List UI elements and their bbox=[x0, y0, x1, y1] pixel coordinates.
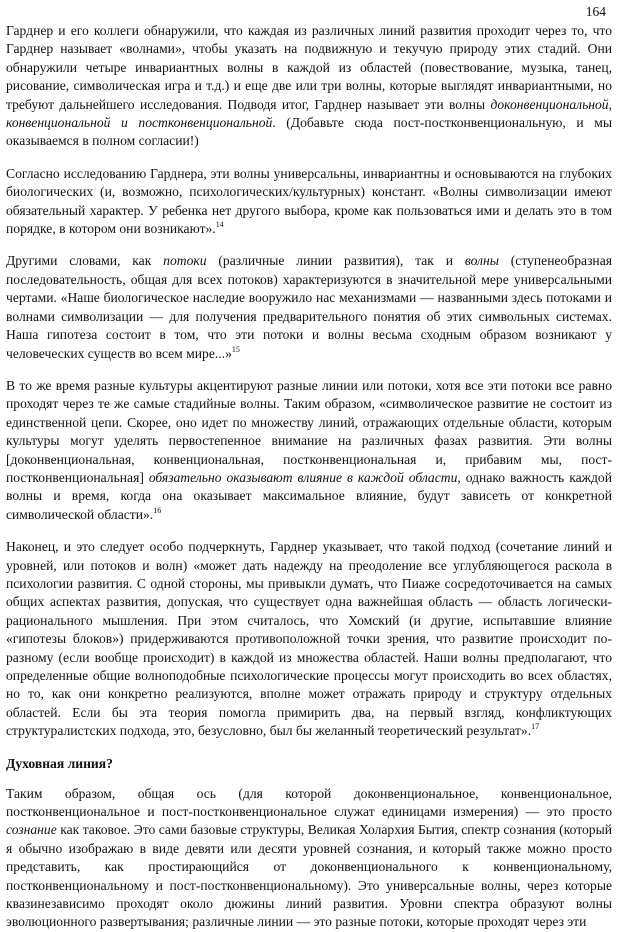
footnote-ref-16[interactable]: 16 bbox=[153, 505, 162, 515]
paragraph-3-italic-waves: волны bbox=[464, 253, 499, 269]
paragraph-3-text-a: Другими словами, как bbox=[6, 253, 164, 269]
paragraph-4-text-a: В то же время разные культуры акцентируют разные линии или потоки, хотя все эти потоки все равно проходят через те же самые стадийные волны. Таким образом, «символическое развитие не состоит из единственной цепи. Скорее, оно идет по множеству линий, отражающих отдельные области, которым культуры могут уделять первостепенное внимание на различных фазах развития. Эти волны [доконвенциональная, конвенциональная, постконвенциональная и, прибавим мы, пост-постконвенциональная] bbox=[6, 377, 612, 485]
paragraph-4 bbox=[6, 377, 612, 524]
paragraph-2-text: Согласно исследованию Гарднера, эти волны универсальны, инвариантны и основываются на глубоких биологических (и, возможно, психологических/культурных) констант. «Волны символизации имеют обязательный характер. У ребенка нет другого выбора, кроме как пользоваться ими и делать это в том порядке, в котором они возникают». bbox=[6, 165, 612, 237]
footnote-ref-17[interactable]: 17 bbox=[531, 722, 540, 732]
paragraph-6 bbox=[6, 785, 612, 932]
paragraph-4-text-b: , однако важность каждой волны и время, когда она оказывает максимальное влияние, будут зависеть от конкретной символической области». bbox=[6, 469, 613, 522]
paragraph-1-text-b: . (Добавьте сюда пост-постконвенциональную, и мы оказываемся в полном согласии!) bbox=[6, 115, 612, 149]
page-number: 164 bbox=[585, 4, 606, 19]
page-body bbox=[6, 22, 612, 932]
footnote-ref-14[interactable]: 14 bbox=[215, 220, 224, 230]
section-heading: Духовная линия? bbox=[6, 755, 113, 771]
paragraph-1 bbox=[6, 22, 612, 151]
paragraph-6-text-b: как таковое. Это сами базовые структуры, Великая Холархия Бытия, спектр сознания (который я обычно изображаю в виде девяти или десяти уровней сознания, и который также можно просто представить, как простирающийся от доконвенционального к конвенциональному, постконвенциональному и пост-постконвенциональному). Это универсальные волны, через которые квазинезависимо проходят около дюжины линий развития. Уровни спектра образуют волны эволюционного развертывания; различные линии — это разные потоки, которые проходят через эти bbox=[6, 822, 612, 930]
paragraph-1-italic: доконвенциональной, конвенциональной и постконвенциональной bbox=[6, 96, 612, 131]
paragraph-5-text: Наконец, и это следует особо подчеркнуть, Гарднер указывает, что такой подход (сочетание линий и уровней, или потоков и волн) «может дать надежду на преодоление все углубляющегося раскола в психологии развития. С одной стороны, мы привыкли думать, что Пиаже сосредоточивается на самых общих аспектах развития, допуская, что существует одна важнейшая область — область логически-рационального мышления. При этом считалось, что Хомский (и другие, испытавшие влияние «гипотезы блоков») придерживаются противоположной точки зрения, что развитие происходит по-разному (если вообще происходит) в каждой из множества областей. Наши волны предполагают, что определенные общие волноподобные психологические процессы могут происходить во всех областях, но то, как они конкретно реализуются, вполне может отражать природу и структуру отдельных областей. Если бы эта теория помогла примирить два, на первый взгляд, конфликтующих структуралистских подхода, это, безусловно, был бы желанный теоретический результат». bbox=[6, 539, 612, 739]
paragraph-3-text-b: (различные линии развития), так и bbox=[206, 253, 465, 269]
paragraph-3-text-c: (ступенеобразная последовательность, общая для всех потоков) характеризуются в значительной мере универсальными чертами. «Наше биологическое наследие вооружило нас механизмами — названными здесь потоками и волнами символизации — для получения предварительного понятия об этих символьных системах. Наша гипотеза состоит в том, что эти потоки и волны весьма сходным образом возникают у человеческих существ во всем мире...» bbox=[6, 253, 612, 361]
paragraph-6-text-a: Таким образом, общая ось (для которой доконвенциональное, конвенциональное, постконвенциональное и пост-постконвенциональное служат единицами измерения) — это просто bbox=[6, 785, 612, 820]
paragraph-1-text-a: Гарднер и его коллеги обнаружили, что каждая из различных линий развития проходит через то, что Гарднер называет «волнами», чтобы указать на подвижную и текучую природу этих стадий. Они обнаружили четыре инвариантных волны в каждой из областей (повествование, музыка, танец, рисование, символическая игра и т.д.) и еще две или три волны, которые выглядят инвариантными, но требуют дальнейшего исследования. Подводя итог, Гарднер называет эти волны bbox=[6, 23, 612, 112]
paragraph-2 bbox=[6, 165, 612, 239]
paragraph-3-italic-streams: потоки bbox=[163, 253, 207, 269]
paragraph-5 bbox=[6, 538, 612, 740]
footnote-ref-15[interactable]: 15 bbox=[231, 344, 240, 354]
paragraph-6-italic: сознание bbox=[6, 822, 57, 838]
paragraph-3 bbox=[6, 252, 612, 362]
paragraph-4-italic: обязательно оказывают влияние в каждой области bbox=[148, 469, 458, 485]
